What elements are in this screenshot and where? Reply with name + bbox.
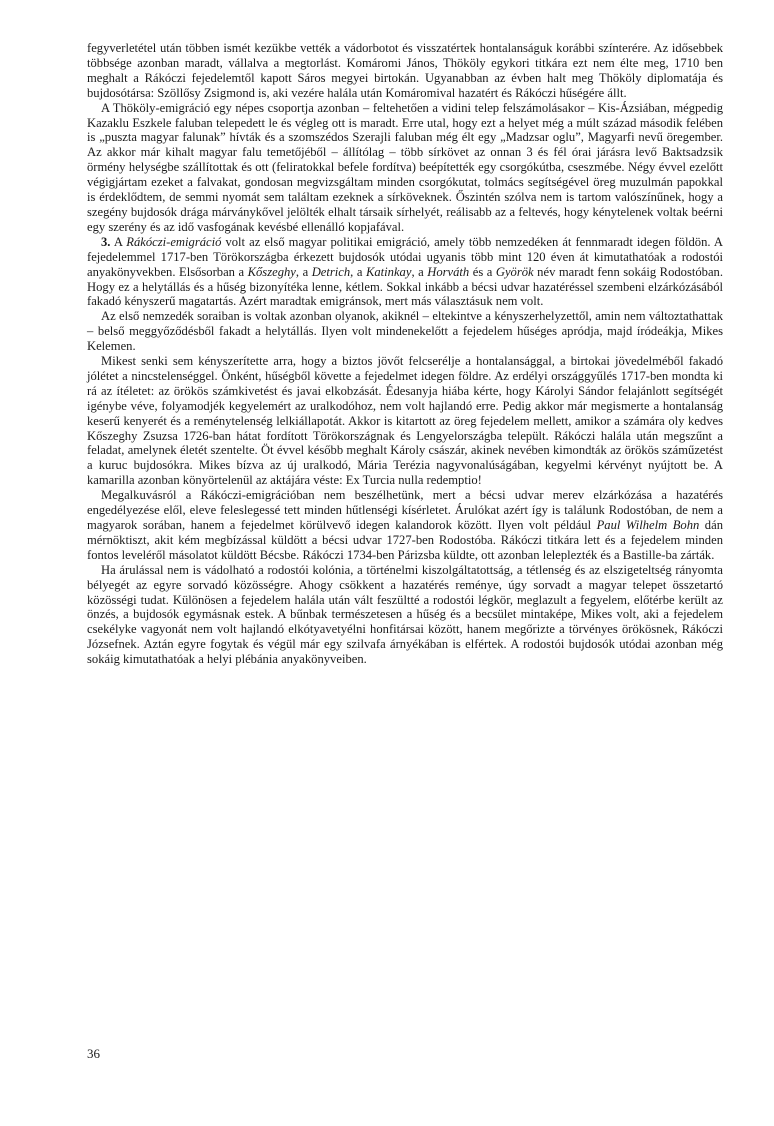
text-run: és a	[469, 264, 496, 279]
italic-term: Rákóczi-emigráció	[126, 234, 222, 249]
text-run: név maradt fenn sokáig Rodostóban. Hogy ez a helytállás és a hűség bizonyítéka lenne, kétlem. Sokkal inkább a bécsi udvar hazatéréssel szembeni elzárkózásából fakadó kényszerű magatartás. Azért maradtak emigránsok, mert más választásuk nem volt.	[87, 264, 723, 309]
italic-term: Katinkay	[365, 264, 412, 279]
section-paragraph	[87, 235, 723, 310]
paragraph: A Thököly-emigráció egy népes csoportja azonban – feltehetően a vidini telep felszámolásakor – Kis-Ázsiában, mégpedig Kazaklu Eszkele faluban telepedett le és végleg ott is maradt. Erre utal, hogy ezt a helyet még a múlt század második felében is „puszta magyar falunak” hívták és a szomszédos Szerajli faluban még élt egy „Madzsar oglu”, Magyarfi nevű öregember. Az akkor már kihalt magyar falu temetőjéből – állítólag – több sírkövet az onnan 3 és fél órai járásra levő Baktsadzsik örmény helységbe szállítottak és ott (feliratokkal befele fordítva) beépítették egy csorgókútba, cseszmébe. Négy évvel ezelőtt végigjártam ezeket a falvakat, gondosan megvizsgáltam minden csorgókutat, tolmács segítségével öreg muzulmán papokkal is érdeklődtem, de semmi nyomát sem találtam ezeknek a sírköveknek. Őszintén szólva nem is tartom valószínűnek, hogy a szegény bujdosók drága márványkővel jelölték elhalt társaik sírhelyét, reálisabb az a feltevés, hogy kénytelenek voltak beérni egy szerény és az idő vasfogának kevésbé ellenálló kopjafával.	[87, 100, 723, 234]
text-run: , a	[295, 264, 312, 279]
text-run: dán mérnöktiszt, akit kém megbízással küldött a bécsi udvar 1727-ben Rodostóba. Rákóczi titkára lett és a fejedelem minden fontos leveléről másolatot küldött Bécsbe. Rákóczi 1734-ben Párizsba küldte, ott azonban leleplezték és a Bastille-ba zárták.	[87, 518, 723, 562]
body-text	[87, 41, 723, 667]
paragraph	[87, 488, 723, 563]
text-run: A	[113, 234, 127, 249]
paragraph: fegyverletétel után többen ismét kezükbe vették a vádorbotot és visszatértek hontalanságuk korábbi színterére. Az idősebbek többsége azonban maradt, vállalva a megtorlást. Komáromi János, Thököly egykori titkára ezt nem élte meg, 1710 ben meghalt a Rákóczi fejedelemtől kapott Sáros megyei birtokán. Ugyanabban az évben halt meg Thököly diplomatája és bujdosótársa: Szöllősy Zsigmond is, aki vezére halála után Komáromival hazatért és Rákóczi hűségére állt.	[87, 41, 723, 100]
italic-term: Györök	[495, 264, 534, 279]
text-run: volt az első magyar politikai emigráció, amely több nemzedéken át fennmaradt idegen földön. A fejedelemmel 1717-ben Törökországba érkezett bujdosók utódai ugyanis több mint 120 éven át kimutathatóak a rodostói anyakönyvekben. Elsősorban a	[87, 234, 723, 279]
text-run: , a	[411, 264, 428, 279]
italic-term: Horváth	[427, 264, 470, 279]
page-number: 36	[87, 1046, 100, 1061]
italic-term: Kőszeghy	[247, 264, 296, 279]
text-run: , a	[350, 264, 366, 279]
paragraph: Ha árulással nem is vádolható a rodostói kolónia, a történelmi kiszolgáltatottság, a tétlenség és az elszigeteltség rányomta bélyegét az egyre sorvadó közösségre. Ahogy csökkent a hazatérés reménye, úgy sorvadt a magyar telepet összetartó közösségi tudat. Különösen a fejedelem halála után vált feszültté a rodostói légkör, meglazult a fegyelem, előtérbe került az önzés, a bujdosók egymásnak estek. A bűnbak természetesen a hűség és a becsület mintaképe, Mikes volt, aki a fejedelem csekélyke vagyonát nem volt hajlandó elkótyavetyélni honfitársai között, hanem megőrizte a törvényes örökösnek, Rákóczi Józsefnek. Aztán egyre fogytak és végül már egy szilvafa árnyékában is elfértek. A rodostói bujdosók utódai azonban még sokáig kimutathatóak a helyi plébánia anyakönyveiben.	[87, 562, 723, 667]
text-run: Megalkuvásról a Rákóczi-emigrációban nem beszélhetünk, mert a bécsi udvar merev elzárkózása a hazatérés engedélyezése elől, eleve feleslegessé tett minden hűtlenségi kísérletet. Árulókat azért így is találunk Rodostóban, de nem a magyarok sorában, hanem a fejedelmet körülvevő idegen kalandorok között. Ilyen volt például	[87, 488, 723, 532]
paragraph: Mikest senki sem kényszerítette arra, hogy a biztos jövőt felcserélje a hontalansággal, a birtokai jövedelméből fakadó jólétet a nincstelenséggel. Önként, hűségből követte a fejedelmet idegen földre. Az erdélyi országgyűlés 1717-ben mondta ki rá az ítéletet: az örökös számkivetést és javai elkobzását. Édesanyja hiába kérte, hogy Károlyi Sándor felajánlott segítségét igénybe véve, folyamodjék kegyelemért az uralkodóhoz, nem volt hajlandó erre. Pedig akkor már megismerte a hontalanság keserű kenyerét és a reménytelenség lelkiállapotát. Akkor is kitartott az öreg fejedelem mellett, amikor a számára oly kedves Kőszeghy Zsuzsa 1726-ban hátat fordított Törökországnak és Lengyelországba települt. Rákóczi halála után megszűnt a feladat, amelynek életét szentelte. Öt évvel később meghalt Károly császár, akinek nevében kimondták az örökös száműzetést a kuruc bujdosókra. Mikes bízva az új uralkodó, Mária Terézia nagyvonalúságában, kegyelmi kérvényt nyújtott be. A kamarilla azonban könyörtelenül az aktájára véste: Ex Turcia nulla redemptio!	[87, 354, 723, 488]
paragraph: Az első nemzedék soraiban is voltak azonban olyanok, akiknél – eltekintve a kényszerhelyzettől, amin nem változtathattak – belső meggyőződésből fakadt a helytállás. Ilyen volt mindenekelőtt a fejedelem hűséges apródja, majd íródeákja, Mikes Kelemen.	[87, 309, 723, 354]
italic-term: Paul Wilhelm Bohn	[596, 518, 700, 532]
italic-term: Detrich	[311, 264, 351, 279]
section-number: 3.	[101, 234, 111, 249]
